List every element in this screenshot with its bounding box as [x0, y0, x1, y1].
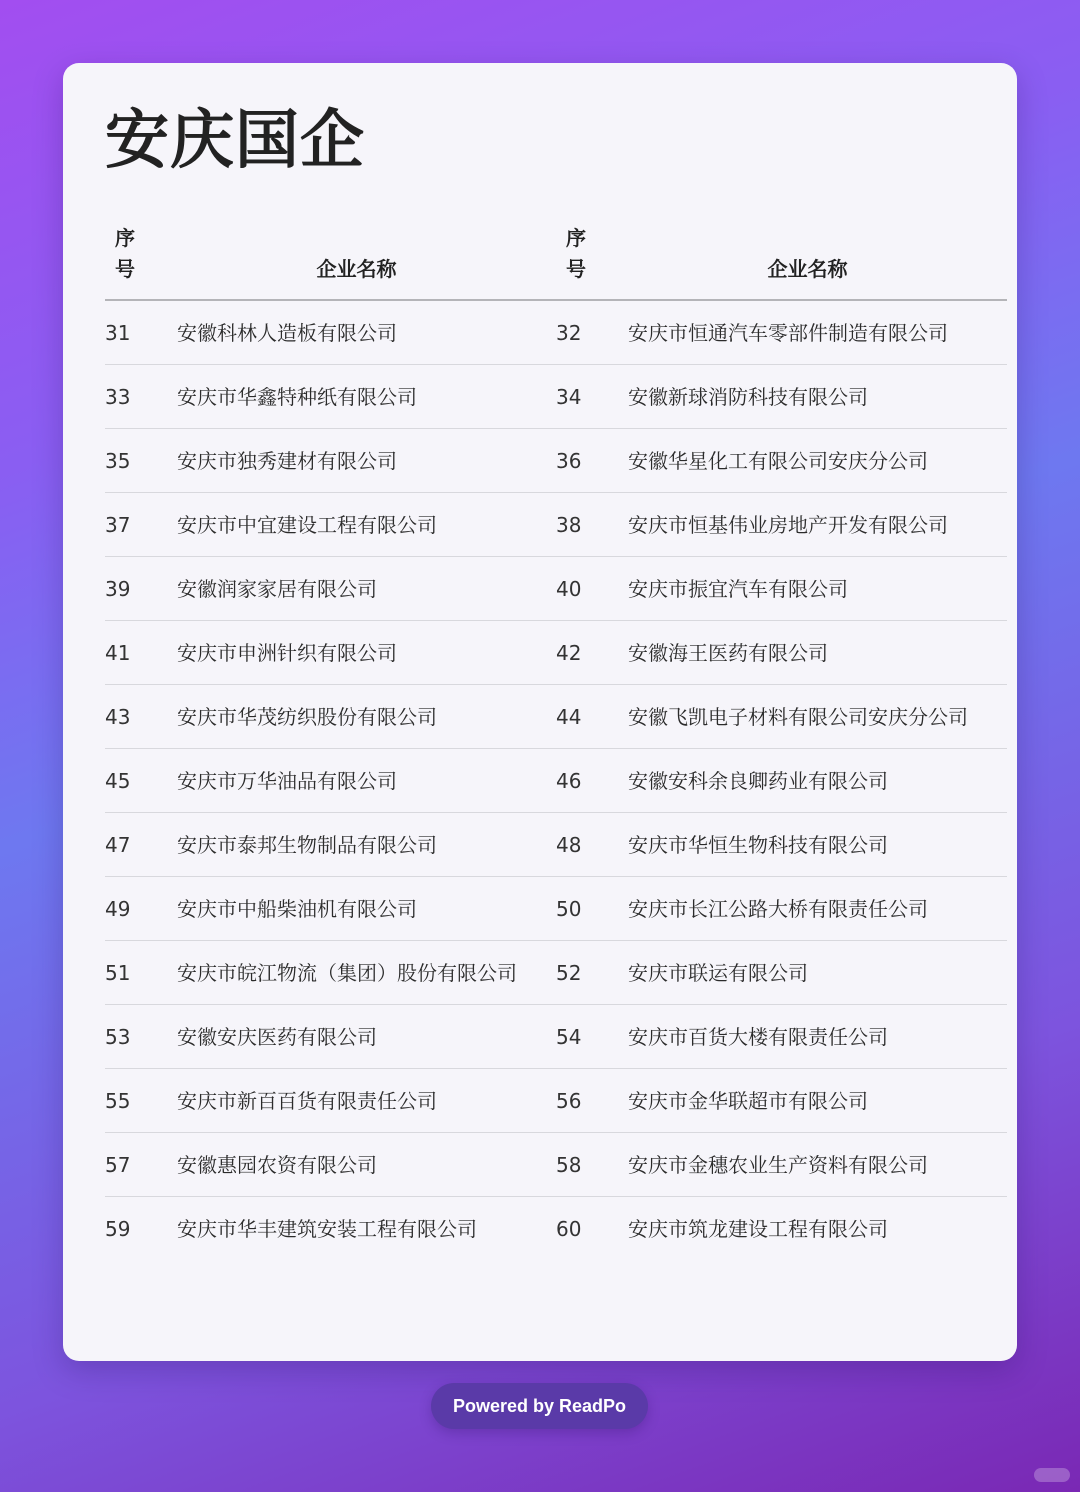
company-name: 安徽安科余良卿药业有限公司 — [628, 749, 1007, 813]
company-name: 安庆市金华联超市有限公司 — [628, 1069, 1007, 1133]
column-header-company-name: 企业名称 — [177, 219, 556, 300]
table-row — [105, 300, 1007, 365]
company-name: 安庆市泰邦生物制品有限公司 — [177, 813, 556, 877]
row-number: 55 — [105, 1069, 177, 1133]
row-number: 47 — [105, 813, 177, 877]
company-name: 安徽惠园农资有限公司 — [177, 1133, 556, 1197]
company-name: 安庆市华鑫特种纸有限公司 — [177, 365, 556, 429]
table-row — [105, 749, 1007, 813]
row-number: 43 — [105, 685, 177, 749]
company-name: 安徽海王医药有限公司 — [628, 621, 1007, 685]
row-number: 54 — [556, 1005, 628, 1069]
powered-by-badge[interactable]: Powered by ReadPo — [431, 1383, 648, 1429]
company-name: 安庆市独秀建材有限公司 — [177, 429, 556, 493]
company-name: 安庆市百货大楼有限责任公司 — [628, 1005, 1007, 1069]
company-name: 安庆市皖江物流（集团）股份有限公司 — [177, 941, 556, 1005]
table-row — [105, 877, 1007, 941]
row-number: 39 — [105, 557, 177, 621]
table-header — [105, 219, 1007, 300]
company-name: 安庆市金穗农业生产资料有限公司 — [628, 1133, 1007, 1197]
row-number: 56 — [556, 1069, 628, 1133]
column-header-company-name: 企业名称 — [628, 219, 1007, 300]
row-number: 44 — [556, 685, 628, 749]
row-number: 57 — [105, 1133, 177, 1197]
page-title: 安庆国企 — [105, 104, 365, 178]
company-name: 安庆市中船柴油机有限公司 — [177, 877, 556, 941]
company-name: 安庆市华茂纺织股份有限公司 — [177, 685, 556, 749]
row-number: 50 — [556, 877, 628, 941]
watermark — [1034, 1468, 1070, 1482]
company-name: 安庆市恒通汽车零部件制造有限公司 — [628, 300, 1007, 365]
row-number: 49 — [105, 877, 177, 941]
company-name: 安徽安庆医药有限公司 — [177, 1005, 556, 1069]
company-name: 安庆市华丰建筑安装工程有限公司 — [177, 1217, 477, 1241]
row-number: 53 — [105, 1005, 177, 1069]
column-header-number: 序 号 — [105, 219, 177, 300]
row-number: 40 — [556, 557, 628, 621]
row-number: 46 — [556, 749, 628, 813]
column-header-number: 序 号 — [556, 219, 628, 300]
row-number: 48 — [556, 813, 628, 877]
row-number: 42 — [556, 621, 628, 685]
row-number: 35 — [105, 429, 177, 493]
company-name: 安徽华星化工有限公司安庆分公司 — [628, 429, 1007, 493]
row-number: 60 — [556, 1217, 582, 1241]
table-row — [105, 941, 1007, 1005]
row-number: 34 — [556, 365, 628, 429]
row-number: 52 — [556, 941, 628, 1005]
table-row — [105, 429, 1007, 493]
row-number: 58 — [556, 1133, 628, 1197]
company-name: 安庆市筑龙建设工程有限公司 — [628, 1217, 888, 1241]
company-name: 安庆市长江公路大桥有限责任公司 — [628, 877, 1007, 941]
company-name: 安庆市申洲针织有限公司 — [177, 621, 556, 685]
table-row — [105, 621, 1007, 685]
row-number: 45 — [105, 749, 177, 813]
row-number: 33 — [105, 365, 177, 429]
company-name: 安徽润家家居有限公司 — [177, 557, 556, 621]
table-row — [105, 1133, 1007, 1197]
company-name: 安庆市中宜建设工程有限公司 — [177, 493, 556, 557]
table-row — [105, 813, 1007, 877]
table-row — [105, 685, 1007, 749]
company-name: 安徽飞凯电子材料有限公司安庆分公司 — [628, 685, 1007, 749]
row-number: 59 — [105, 1217, 131, 1241]
table-body — [105, 300, 1007, 1260]
company-name: 安庆市新百百货有限责任公司 — [177, 1069, 556, 1133]
table-row — [105, 493, 1007, 557]
row-number: 36 — [556, 429, 628, 493]
company-table — [105, 219, 1007, 1260]
company-name: 安庆市恒基伟业房地产开发有限公司 — [628, 493, 1007, 557]
company-name: 安徽新球消防科技有限公司 — [628, 365, 1007, 429]
row-number: 37 — [105, 493, 177, 557]
row-number: 38 — [556, 493, 628, 557]
row-number: 31 — [105, 300, 177, 365]
company-name: 安庆市万华油品有限公司 — [177, 749, 556, 813]
company-name: 安庆市振宜汽车有限公司 — [628, 557, 1007, 621]
company-name: 安徽科林人造板有限公司 — [177, 300, 556, 365]
table-row — [105, 1069, 1007, 1133]
row-number: 32 — [556, 300, 628, 365]
company-name: 安庆市华恒生物科技有限公司 — [628, 813, 1007, 877]
content-card — [63, 63, 1017, 1361]
row-number: 51 — [105, 941, 177, 1005]
table-row — [105, 365, 1007, 429]
table-row — [105, 1197, 1007, 1261]
row-number: 41 — [105, 621, 177, 685]
company-name: 安庆市联运有限公司 — [628, 941, 1007, 1005]
table-row — [105, 557, 1007, 621]
table-row — [105, 1005, 1007, 1069]
